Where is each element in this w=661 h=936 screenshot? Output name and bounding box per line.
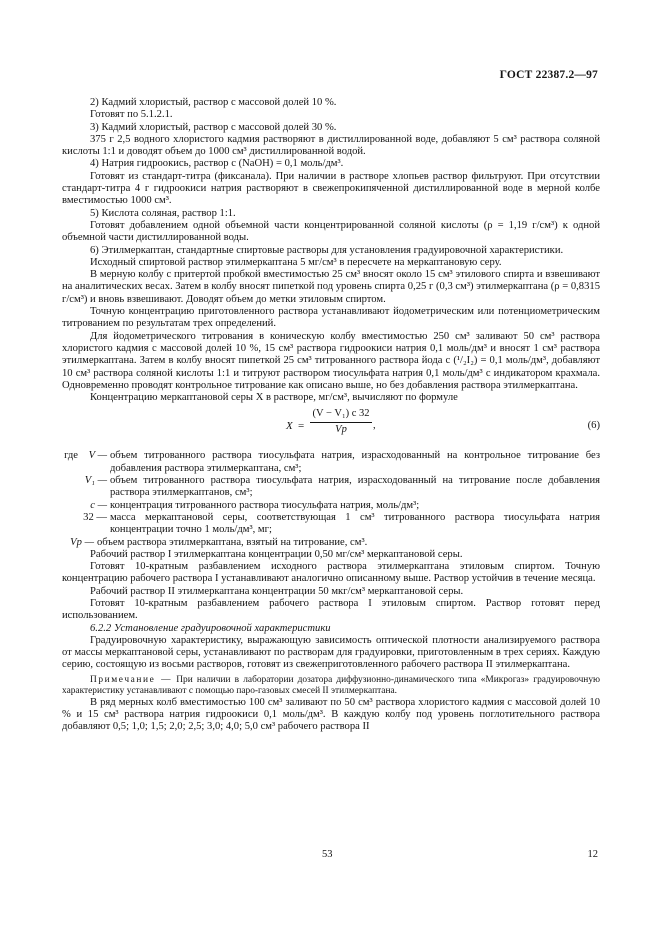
paragraph: 6) Этилмеркаптан, стандартные спиртовые растворы для установления градуировочной характеристики. [90,244,564,256]
paragraph: Точную концентрацию приготовленного раствора устанавливают йодометрическим или потенциометрическим титрованием по результатам трех определений. [62,306,600,330]
paragraph: 375 г 2,5 водного хлористого кадмия растворяют в дистиллированной воде, добавляют 5 см³ раствора соляной кислоты 1:1 и доводят объем до 1000 см³ дистиллированной водой. [62,133,600,158]
page-number-center: 53 [322,849,333,860]
paragraph: 4) Натрия гидроокись, раствор c (NaOH) = 0,1 моль/дм³. [90,158,344,170]
legend-text: объем титрованного раствора тиосульфата натрия, израсходованный на титрование после добавления раствора этилмеркаптанов, см³; [110,475,600,499]
document-body [62,97,600,734]
legend-row [62,512,600,537]
legend-row [62,450,600,475]
legend-intro: где [64,450,78,462]
legend-symbol: 32 — [83,511,107,523]
formula-number: (6) [587,420,600,432]
formula-comma: , [373,420,376,432]
legend-row [62,500,600,512]
legend-symbol: V — [88,450,107,462]
paragraph: Рабочий раствор II этилмеркаптана концентрации 50 мкг/см³ меркаптановой серы. [90,585,464,597]
legend-row [62,537,600,549]
paragraph: 3) Кадмий хлористый, раствор с массовой долей 30 %. [90,121,337,133]
note-label: Примечание — [90,674,173,685]
legend-text: концентрация титрованного раствора тиосульфата натрия, моль/дм³; [110,499,420,511]
paragraph: Готовят 10-кратным разбавлением исходного раствора этилмеркаптана этиловым спиртом. Точную концентрацию рабочего раствора I устанавливают аналогично описанному выше. Раствор устойчив в течение месяца. [62,561,600,585]
paragraph: Готовят добавлением одной объемной части концентрированной соляной кислоты (ρ = 1,19 г/см³) к одной объемной части дистиллированной воды. [62,219,600,244]
paragraph: Готовят по 5.1.2.1. [90,109,173,121]
formula-6 [62,408,600,448]
formula-legend [62,450,600,548]
formula-denominator: Vр [335,423,347,435]
paragraph: Для йодометрического титрования в коническую колбу вместимостью 250 см³ заливают 50 см³ раствора хлористого кадмия с массовой долей 10 %, 15 см³ раствора гидроокиси натрия 0,1 моль/дм³ и вносят 1 см³ раствора этилмеркаптана. Затем в колбу вносят пипеткой 25 см³ титрованного раствора йода c (¹/₂I₂) = 0,1 моль/дм³, добавляют 10 см³ раствора соляной кислоты 1:1 и титруют раствором тиосульфата натрия 0,1 моль/дм³ с индикатором крахмала. Одновременно проводят контрольное титрование как описано выше, но без добавления раствора этилмеркаптана. [62,330,600,391]
paragraph: Концентрацию меркаптановой серы X в растворе, мг/см³, вычисляют по формуле [90,392,458,404]
section-heading: 6.2.2 Установление градуировочной характеристики [90,622,331,634]
formula-numerator: (V − V₁) c 32 [310,408,372,422]
legend-text: объем титрованного раствора тиосульфата натрия, израсходованный на контрольное титрование без добавления раствора этилмеркаптана, см³; [110,450,600,474]
legend-text: масса меркаптановой серы, соответствующая 1 см³ титрованного раствора тиосульфата натрия концентрации точно 1 моль/дм³, мг; [110,511,600,536]
formula-lhs: X [286,420,293,433]
paragraph: В ряд мерных колб вместимостью 100 см³ заливают по 50 см³ раствора хлористого кадмия с массовой долей 10 % и 15 см³ раствора натрия гидроокиси 0,1 моль/дм³. В каждую колбу под уровень поглотительного раствора добавляют 0,5; 1,0; 1,5; 2,0; 2,5; 3,0; 4,0; 5,0 см³ рабочего раствора II [62,696,600,733]
page-number-right: 12 [587,849,598,860]
paragraph: Градуировочную характеристику, выражающую зависимость оптической плотности анализируемого раствора от массы меркаптановой серы, устанавливают по растворам для градуировки, приготовленным в трех сериях. Каждую серию, состоящую из восьми растворов, готовят из свежеприготовленного рабочего раствора II этилмеркаптана. [62,634,600,671]
standard-header: ГОСТ 22387.2—97 [499,69,598,81]
note-text: При наличии в лаборатории дозатора диффузионно-динамического типа «Микрогаз» градуировочную характеристику устанавливают с помощью паро-газовых смесей II этилмеркаптана. [62,674,601,696]
legend-symbol: V₁ — [84,475,107,487]
legend-row [62,475,600,500]
paragraph: Исходный спиртовой раствор этилмеркаптана 5 мг/см³ в пересчете на меркаптановую серу. [90,256,502,268]
paragraph: 5) Кислота соляная, раствор 1:1. [90,207,236,219]
legend-symbol: Vр — [70,536,94,548]
formula-fraction [310,408,372,436]
paragraph: Готовят из стандарт-титра (фиксанала). При наличии в растворе хлопьев раствор фильтруют. При отсутствии стандарт-титра 4 г гидроокиси натрия растворяют в свежепрокипяченной дистиллированной воде в мерной колбе вместимостью 1000 см³. [62,170,600,207]
paragraph: В мерную колбу с притертой пробкой вместимостью 25 см³ вносят около 15 см³ этилового спирта и взвешивают на аналитических весах. Затем в колбу вносят пипеткой под уровень спирта 0,25 г (0,3 см³) этилмеркаптана (ρ = 0,8315 г/см³) и вновь взвешивают. Доводят объем до метки этиловым спиртом. [62,269,600,305]
legend-text: объем раствора этилмеркаптана, взятый на титрование, см³. [97,536,368,548]
paragraph: Рабочий раствор I этилмеркаптана концентрации 0,50 мг/см³ меркаптановой серы. [90,548,463,560]
paragraph: Готовят 10-кратным разбавлением рабочего раствора I этиловым спиртом. Раствор готовят перед использованием. [62,597,600,622]
paragraph: 2) Кадмий хлористый, раствор с массовой долей 10 %. [90,97,337,108]
note [62,675,600,697]
formula-equals: = [298,420,305,433]
legend-symbol: c — [90,499,107,511]
